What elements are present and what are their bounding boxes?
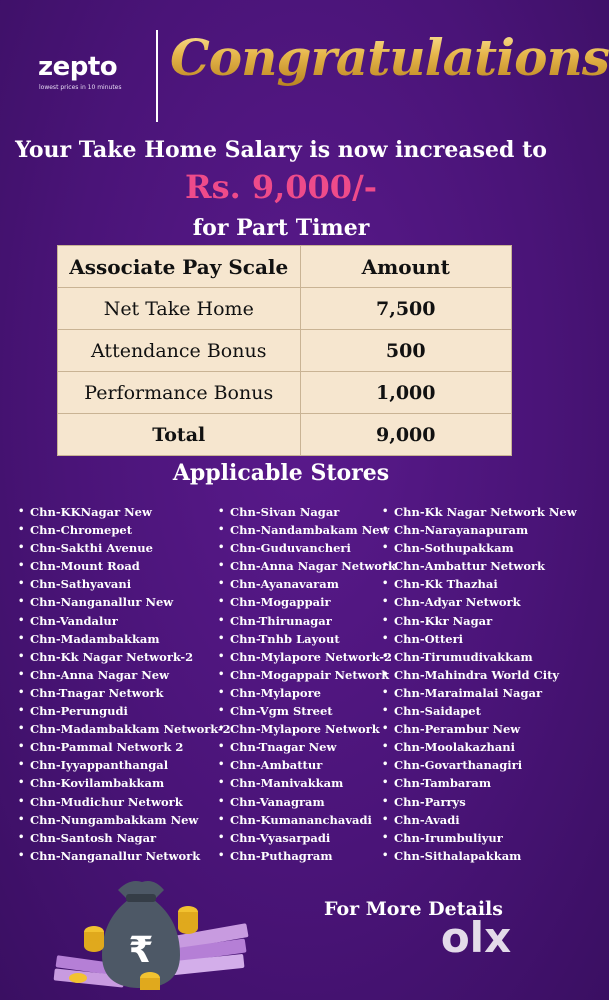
store-item: • Chn-Kumananchavadi xyxy=(218,811,396,829)
congrats-title: Congratulations xyxy=(170,28,609,87)
row-label: Attendance Bonus xyxy=(58,330,301,372)
row-label: Performance Bonus xyxy=(58,372,301,414)
store-item: • Chn-Mount Road xyxy=(18,557,231,575)
store-item: • Chn-Tambaram xyxy=(382,774,577,792)
total-amount: 9,000 xyxy=(300,414,511,456)
store-item: • Chn-Govarthanagiri xyxy=(382,756,577,774)
store-item: • Chn-Nungambakkam New xyxy=(18,811,231,829)
store-item: • Chn-Chromepet xyxy=(18,521,231,539)
store-item: • Chn-Tnagar New xyxy=(218,738,396,756)
store-item: • Chn-Mahindra World City xyxy=(382,666,577,684)
row-amount: 7,500 xyxy=(300,288,511,330)
store-item: • Chn-Kk Thazhai xyxy=(382,575,577,593)
store-item: • Chn-Guduvancheri xyxy=(218,539,396,557)
store-item: • Chn-Mudichur Network xyxy=(18,793,231,811)
store-item: • Chn-Pammal Network 2 xyxy=(18,738,231,756)
store-item: • Chn-Tnagar Network xyxy=(18,684,231,702)
brand-logo: zepto xyxy=(38,52,118,82)
table-header-amount: Amount xyxy=(300,246,511,288)
salary-amount: Rs. 9,000/- xyxy=(184,168,378,206)
store-item: • Chn-Manivakkam xyxy=(218,774,396,792)
pay-scale-table xyxy=(57,245,512,456)
stores-column-1 xyxy=(18,503,231,865)
store-item: • Chn-Sothupakkam xyxy=(382,539,577,557)
store-item: • Chn-Sathyavani xyxy=(18,575,231,593)
store-item: • Chn-Narayanapuram xyxy=(382,521,577,539)
store-item: • Chn-Mylapore xyxy=(218,684,396,702)
store-item: • Chn-Anna Nagar Network xyxy=(218,557,396,575)
store-item: • Chn-Mogappair xyxy=(218,593,396,611)
store-item: • Chn-Nanganallur New xyxy=(18,593,231,611)
money-bag-icon xyxy=(40,860,260,1000)
store-item: • Chn-Ambattur xyxy=(218,756,396,774)
store-item: • Chn-Sakthi Avenue xyxy=(18,539,231,557)
stores-column-2 xyxy=(218,503,396,865)
store-item: • Chn-Thirunagar xyxy=(218,612,396,630)
store-item: • Chn-Otteri xyxy=(382,630,577,648)
table-row xyxy=(58,372,512,414)
store-item: • Chn-Ayanavaram xyxy=(218,575,396,593)
rupee-symbol: ₹ xyxy=(128,930,154,971)
olx-watermark-text: olx xyxy=(440,913,512,962)
table-header-row xyxy=(58,246,512,288)
store-item: • Chn-Mylapore Network-2 xyxy=(218,648,396,666)
store-item: • Chn-KKNagar New xyxy=(18,503,231,521)
table-row xyxy=(58,330,512,372)
header-divider xyxy=(156,30,158,122)
store-item: • Chn-Moolakazhani xyxy=(382,738,577,756)
store-item: • Chn-Nanganallur Network xyxy=(18,847,231,865)
table-header-pay-scale: Associate Pay Scale xyxy=(58,246,301,288)
store-item: • Chn-Kk Nagar Network-2 xyxy=(18,648,231,666)
store-item: • Chn-Iyyappanthangal xyxy=(18,756,231,774)
row-amount: 1,000 xyxy=(300,372,511,414)
store-item: • Chn-Ambattur Network xyxy=(382,557,577,575)
stores-column-3 xyxy=(382,503,577,865)
store-item: • Chn-Mylapore Network xyxy=(218,720,396,738)
store-item: • Chn-Nandambakam New xyxy=(218,521,396,539)
store-item: • Chn-Puthagram xyxy=(218,847,396,865)
store-item: • Chn-Madambakkam xyxy=(18,630,231,648)
store-item: • Chn-Saidapet xyxy=(382,702,577,720)
brand-tagline: lowest prices in 10 minutes xyxy=(39,84,122,91)
more-details-label: For More Details xyxy=(324,898,503,920)
store-item: • Chn-Avadi xyxy=(382,811,577,829)
store-item: • Chn-Vandalur xyxy=(18,612,231,630)
store-item: • Chn-Adyar Network xyxy=(382,593,577,611)
store-item: • Chn-Sivan Nagar xyxy=(218,503,396,521)
store-item: • Chn-Irumbuliyur xyxy=(382,829,577,847)
store-item: • Chn-Kovilambakkam xyxy=(18,774,231,792)
row-label: Net Take Home xyxy=(58,288,301,330)
store-item: • Chn-Kk Nagar Network New xyxy=(382,503,577,521)
role-subtitle: for Part Timer xyxy=(192,215,370,241)
row-amount: 500 xyxy=(300,330,511,372)
store-item: • Chn-Vanagram xyxy=(218,793,396,811)
store-item: • Chn-Madambakkam Network-2 xyxy=(18,720,231,738)
headline: Your Take Home Salary is now increased to xyxy=(15,137,547,163)
store-item: • Chn-Anna Nagar New xyxy=(18,666,231,684)
store-item: • Chn-Tirumudivakkam xyxy=(382,648,577,666)
store-item: • Chn-Tnhb Layout xyxy=(218,630,396,648)
table-total-row xyxy=(58,414,512,456)
store-item: • Chn-Vyasarpadi xyxy=(218,829,396,847)
store-item: • Chn-Kkr Nagar xyxy=(382,612,577,630)
table-row xyxy=(58,288,512,330)
store-item: • Chn-Santosh Nagar xyxy=(18,829,231,847)
store-item: • Chn-Perambur New xyxy=(382,720,577,738)
store-item: • Chn-Mogappair Network xyxy=(218,666,396,684)
header xyxy=(0,0,609,125)
store-item: • Chn-Parrys xyxy=(382,793,577,811)
store-item: • Chn-Maraimalai Nagar xyxy=(382,684,577,702)
store-item: • Chn-Sithalapakkam xyxy=(382,847,577,865)
store-item: • Chn-Vgm Street xyxy=(218,702,396,720)
total-label: Total xyxy=(58,414,301,456)
olx-watermark-icon xyxy=(426,910,526,970)
stores-title: Applicable Stores xyxy=(172,460,390,486)
store-item: • Chn-Perungudi xyxy=(18,702,231,720)
